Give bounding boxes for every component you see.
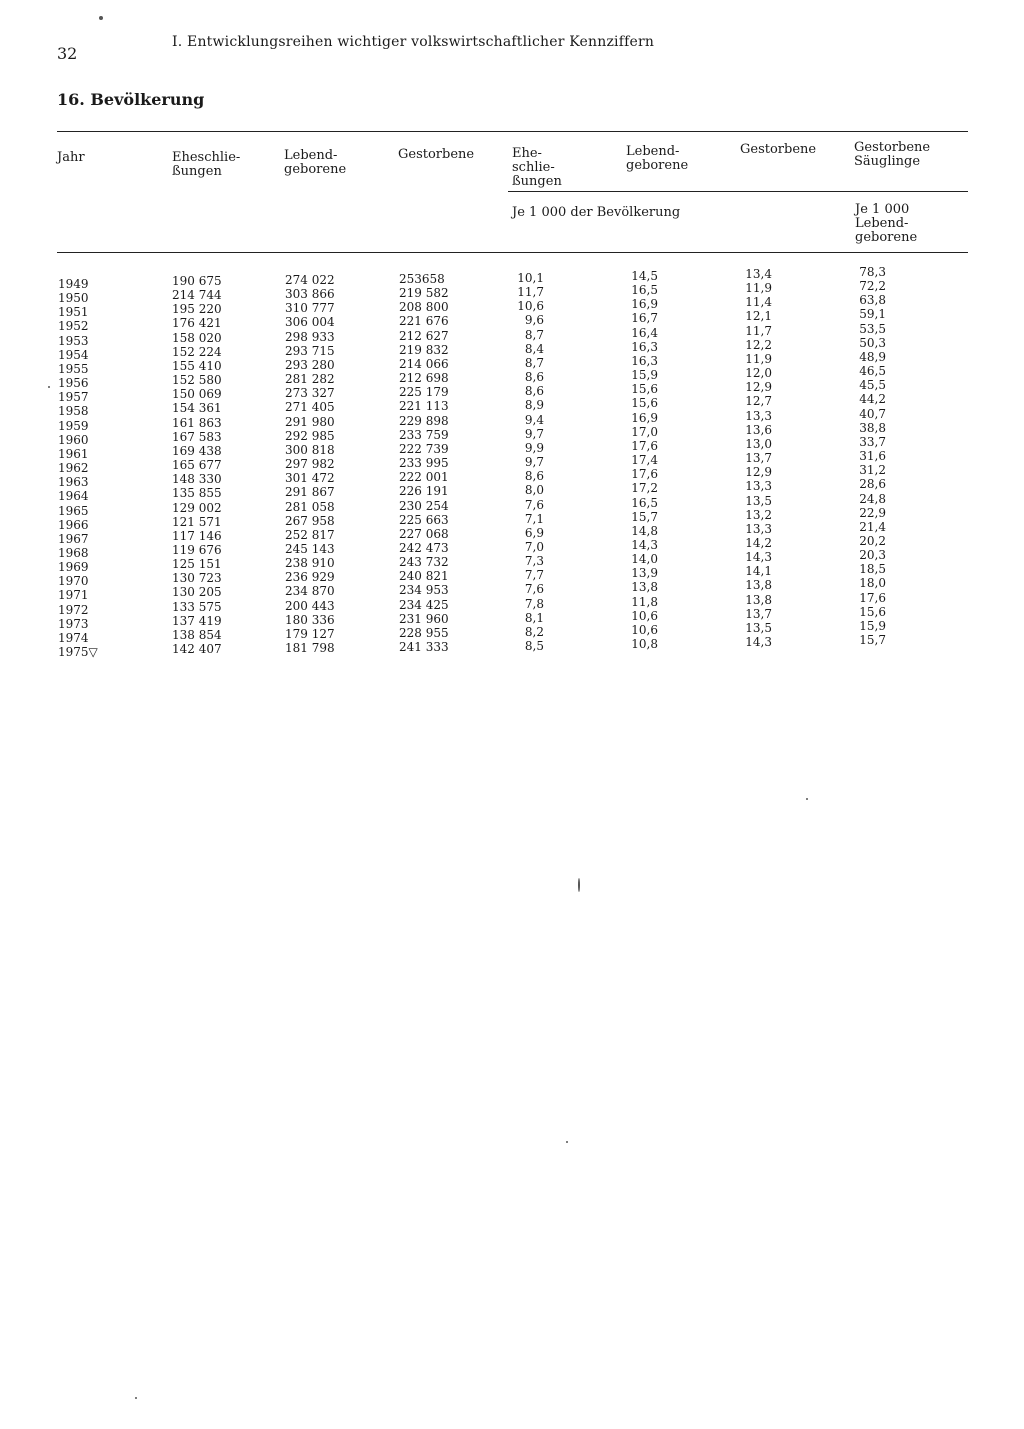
table-cell: 1949 [58,277,89,291]
scan-speck [806,798,808,800]
table-cell: 13,2 [745,507,772,522]
table-cell: 20,2 [859,533,886,548]
header-gestorbene-rate: Gestorbene [740,142,817,157]
table-cell: 11,7 [517,285,544,300]
table-cell: 13,4 [745,267,772,281]
table-cell: 240 821 [399,569,449,584]
table-cell: 11,9 [745,281,772,296]
table-cell: 242 473 [399,540,449,555]
table-cell: 1962 [58,461,89,476]
table-cell: 13,3 [745,479,772,494]
table-cell: 9,7 [524,455,544,470]
table-cell: 16,4 [631,325,658,340]
table-cell: 1957 [58,390,89,405]
table-cell: 180 336 [285,612,335,627]
table-cell: 38,8 [859,420,886,435]
header-eheschliessungen: Eheschlie- ßungen [172,150,241,179]
table-cell: 130 723 [172,571,222,586]
table-cell: 72,2 [859,279,886,294]
table-cell: 241 333 [399,640,449,655]
table-cell: 1956 [58,376,89,391]
table-cell: 12,7 [745,394,772,409]
table-cell: 17,4 [631,453,658,468]
table-cell: 310 777 [285,301,335,316]
table-cell: 40,7 [859,406,886,421]
header-eheschliessungen-rate: Ehe- schlie- ßungen [512,146,562,189]
table-cell: 8,7 [524,355,544,370]
table-cell: 1955 [58,361,89,376]
table-cell: 176 421 [172,316,222,331]
column-lebendgeborene-rate [614,269,658,651]
table-cell: 138 854 [172,627,222,642]
table-cell: 8,7 [524,327,544,342]
table-cell: 13,9 [631,566,658,581]
table-cell: 10,6 [631,622,658,637]
rate-group-rule [508,191,968,192]
table-cell: 1972 [58,602,89,617]
table-cell: 14,2 [745,535,772,550]
table-cell: 1974 [58,630,89,645]
table-cell: 142 407 [172,642,222,657]
column-gestorbene [399,272,469,654]
table-cell: 8,2 [524,624,544,639]
table-cell: 226 191 [399,484,449,499]
table-cell: 13,5 [745,493,772,508]
table-cell: 227 068 [399,526,449,541]
table-cell: 16,5 [631,495,658,510]
table-cell: 200 443 [285,598,335,613]
table-cell: 306 004 [285,315,335,330]
table-cell: 9,7 [524,426,544,441]
table-cell: 1967 [58,531,89,546]
table-cell: 229 898 [399,413,449,428]
table-cell: 28,6 [859,477,886,492]
table-cell: 1953 [58,333,89,348]
table-cell: 1964 [58,489,89,504]
table-cell: 208 800 [399,300,449,315]
table-cell: 165 677 [172,458,222,473]
table-cell: 9,6 [524,313,544,328]
table-cell: 225 179 [399,385,449,400]
scan-speck [578,878,580,892]
table-cell: 53,5 [859,321,886,336]
table-cell: 212 698 [399,371,449,386]
column-lebendgeborene [285,273,355,655]
table-cell: 15,9 [859,618,886,633]
table-cell: 291 980 [285,414,335,429]
table-cell: 1950 [58,291,89,306]
table-cell: 135 855 [172,486,222,501]
table-cell: 221 113 [399,399,449,414]
table-cell: 212 627 [399,328,449,343]
table-cell: 10,6 [631,608,658,623]
table-cell: 129 002 [172,500,222,515]
table-cell: 13,5 [745,620,772,635]
table-cell: 17,6 [631,467,658,482]
table-cell: 233 759 [399,427,449,442]
table-cell: 7,8 [524,596,544,611]
table-cell: 22,9 [859,505,886,520]
table-cell: 231 960 [399,611,449,626]
table-cell: 7,3 [524,554,544,569]
table-cell: 13,7 [745,451,772,466]
table-cell: 214 744 [172,288,222,303]
table-cell: 12,9 [745,380,772,395]
table-cell: 1954 [58,347,89,362]
table-cell: 13,3 [745,408,772,423]
table-cell: 13,3 [745,521,772,536]
table-cell: 14,0 [631,552,658,567]
table-cell: 9,4 [524,412,544,427]
table-cell: 214 066 [399,356,449,371]
table-cell: 181 798 [285,641,335,656]
table-cell: 301 472 [285,471,335,486]
table-cell: 9,9 [524,440,544,455]
table-cell: 281 058 [285,499,335,514]
table-cell: 228 955 [399,625,449,640]
table-cell: 17,6 [631,438,658,453]
table-cell: 291 867 [285,485,335,500]
table-cell: 234 953 [399,583,449,598]
table-cell: 13,8 [631,580,658,595]
table-cell: 1959 [58,418,89,433]
table-cell: 44,2 [859,392,886,407]
table-cell: 14,3 [745,635,772,650]
table-top-rule [57,131,968,132]
table-cell: 59,1 [859,307,886,322]
table-cell: 46,5 [859,364,886,379]
table-cell: 7,0 [524,539,544,554]
table-cell: 152 224 [172,344,222,359]
table-cell: 7,1 [524,511,544,526]
table-cell: 221 676 [399,314,449,329]
table-cell: 17,6 [859,590,886,605]
table-cell: 16,5 [631,283,658,298]
table-cell: 281 282 [285,372,335,387]
table-cell: 1969 [58,560,89,575]
table-cell: 31,2 [859,463,886,478]
table-cell: 1968 [58,545,89,560]
scan-speck [135,1397,137,1399]
table-cell: 13,6 [745,422,772,437]
table-cell: 1971 [58,588,89,603]
column-jahr [58,277,118,659]
column-saeuglinge-rate [842,265,886,647]
table-cell: 222 739 [399,441,449,456]
table-cell: 6,9 [524,525,544,540]
table-cell: 16,9 [631,410,658,425]
table-cell: 10,8 [631,637,658,652]
table-cell: 1960 [58,432,89,447]
table-cell: 12,9 [745,465,772,480]
table-cell: 18,0 [859,576,886,591]
table-cell: 297 982 [285,457,335,472]
header-jahr: Jahr [57,150,85,165]
table-cell: 14,3 [745,550,772,565]
table-cell: 222 001 [399,470,449,485]
table-cell: 15,6 [631,382,658,397]
table-cell: 11,7 [745,323,772,338]
table-cell: 271 405 [285,400,335,415]
page-number: 32 [57,44,78,63]
table-cell: 15,6 [859,604,886,619]
subheader-per-population: Je 1 000 der Bevölkerung [512,205,681,220]
table-cell: 31,6 [859,449,886,464]
table-cell: 16,9 [631,297,658,312]
table-cell: 16,3 [631,353,658,368]
table-cell: 219 582 [399,286,449,301]
table-cell: 8,0 [524,483,544,498]
table-cell: 12,1 [745,309,772,324]
table-cell: 119 676 [172,542,222,557]
table-cell: 8,6 [524,370,544,385]
table-cell: 1966 [58,517,89,532]
table-cell: 148 330 [172,472,222,487]
table-cell: 17,0 [631,424,658,439]
table-cell: 24,8 [859,491,886,506]
table-cell: 298 933 [285,329,335,344]
table-cell: 10,6 [517,299,544,314]
table-cell: 293 715 [285,343,335,358]
header-lebendgeborene-rate: Lebend- geborene [626,144,689,173]
table-cell: 11,8 [631,594,658,609]
table-cell: 230 254 [399,498,449,513]
table-cell: 10,1 [517,271,544,285]
column-eheschliessungen-rate [500,271,544,653]
table-cell: 152 580 [172,373,222,388]
table-cell: 236 929 [285,570,335,585]
table-cell: 13,8 [745,578,772,593]
table-cell: 13,8 [745,592,772,607]
table-cell: 8,6 [524,384,544,399]
table-cell: 17,2 [631,481,658,496]
table-cell: 125 151 [172,557,222,572]
table-cell: 13,0 [745,436,772,451]
table-cell: 137 419 [172,613,222,628]
table-cell: 1958 [58,404,89,419]
table-cell: 195 220 [172,302,222,317]
table-cell: 234 870 [285,584,335,599]
column-eheschliessungen [172,274,242,656]
table-cell: 14,1 [745,564,772,579]
table-cell: 15,7 [859,633,886,648]
scan-speck [48,386,50,388]
table-cell: 16,7 [631,311,658,326]
table-cell: 15,9 [631,368,658,383]
table-cell: 18,5 [859,562,886,577]
table-cell: 7,6 [524,582,544,597]
running-head: I. Entwicklungsreihen wichtiger volkswirtschaftlicher Kennziffern [172,34,655,50]
table-cell: 190 675 [172,274,222,288]
table-cell: 133 575 [172,599,222,614]
table-cell: 14,5 [631,269,658,283]
table-cell: 48,9 [859,349,886,364]
table-cell: 121 571 [172,514,222,529]
table-cell: 8,5 [524,639,544,654]
table-cell: 7,7 [524,568,544,583]
table-cell: 21,4 [859,519,886,534]
table-cell: 169 438 [172,443,222,458]
table-cell: 1970 [58,574,89,589]
table-cell: 293 280 [285,357,335,372]
header-lebendgeborene: Lebend- geborene [284,148,347,177]
table-cell: 14,3 [631,537,658,552]
table-cell: 14,8 [631,523,658,538]
table-cell: 1965 [58,503,89,518]
table-cell: 150 069 [172,387,222,402]
header-bottom-rule [57,252,968,253]
table-cell: 1952 [58,319,89,334]
table-cell: 179 127 [285,626,335,641]
table-cell: 1951 [58,305,89,320]
table-cell: 273 327 [285,386,335,401]
table-cell: 1973 [58,616,89,631]
table-cell: 243 732 [399,555,449,570]
table-cell: 15,7 [631,509,658,524]
table-cell: 303 866 [285,287,335,302]
table-cell: 20,3 [859,548,886,563]
table-cell: 16,3 [631,339,658,354]
table-cell: 15,6 [631,396,658,411]
table-cell: 1961 [58,446,89,461]
table-cell: 238 910 [285,556,335,571]
table-cell: 234 425 [399,597,449,612]
table-cell: 8,1 [524,610,544,625]
table-cell: 7,6 [524,497,544,512]
table-cell: 233 995 [399,456,449,471]
table-cell: 8,9 [524,398,544,413]
table-cell: 245 143 [285,541,335,556]
subheader-per-live-births: Je 1 000 Lebend- geborene [855,202,918,245]
table-cell: 11,9 [745,351,772,366]
table-cell: 117 146 [172,528,222,543]
header-gestorbene: Gestorbene [398,147,475,162]
table-cell: 13,7 [745,606,772,621]
table-cell: 50,3 [859,335,886,350]
column-gestorbene-rate [728,267,772,649]
table-cell: 274 022 [285,273,335,287]
table-cell: 45,5 [859,378,886,393]
table-cell: 1975▽ [58,645,98,660]
table-cell: 155 410 [172,358,222,373]
table-cell: 1963 [58,475,89,490]
table-cell: 161 863 [172,415,222,430]
table-cell: 300 818 [285,442,335,457]
table-cell: 12,2 [745,337,772,352]
scan-speck [99,16,103,20]
table-cell: 167 583 [172,429,222,444]
table-cell: 154 361 [172,401,222,416]
section-title: 16. Bevölkerung [57,90,205,109]
table-cell: 130 205 [172,585,222,600]
table-cell: 8,4 [524,341,544,356]
table-cell: 158 020 [172,330,222,345]
scan-speck [566,1141,568,1143]
table-cell: 11,4 [745,295,772,310]
header-saeuglinge-rate: Gestorbene Säuglinge [854,140,931,169]
table-cell: 292 985 [285,428,335,443]
table-cell: 8,6 [524,469,544,484]
table-cell: 219 832 [399,342,449,357]
table-cell: 267 958 [285,513,335,528]
table-cell: 252 817 [285,527,335,542]
table-cell: 225 663 [399,512,449,527]
table-cell: 253658 [399,272,445,286]
table-cell: 12,0 [745,366,772,381]
table-cell: 63,8 [859,293,886,308]
table-cell: 78,3 [859,265,886,279]
table-cell: 33,7 [859,434,886,449]
